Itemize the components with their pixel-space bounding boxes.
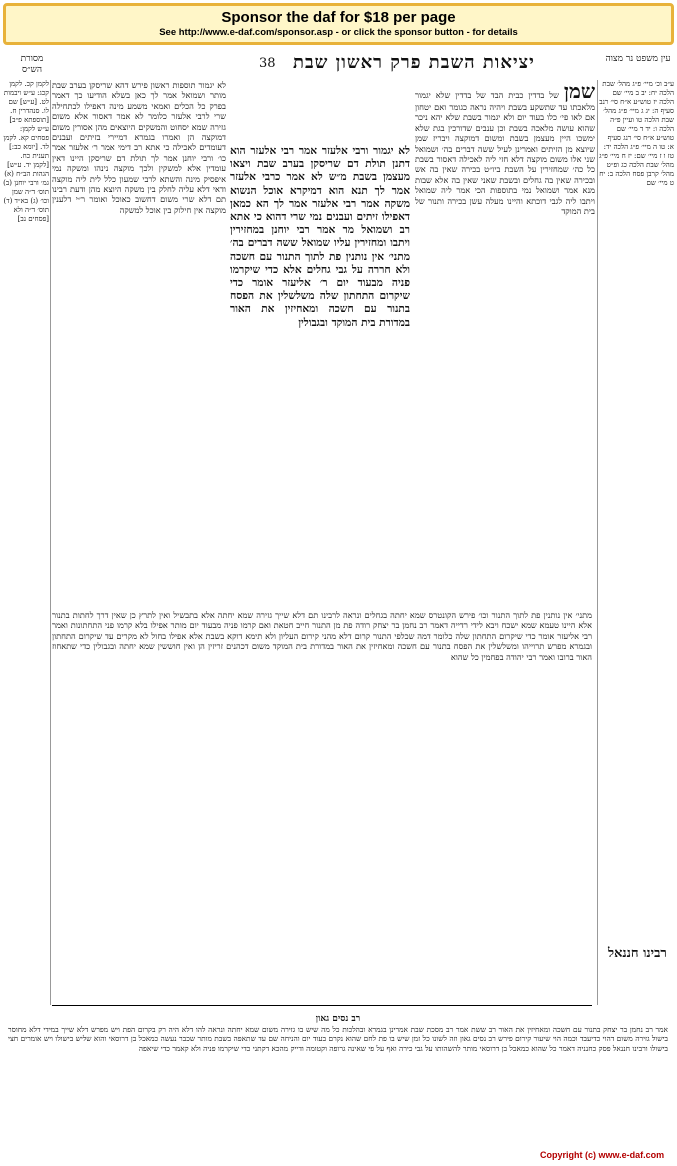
gemara-text: לא יגמור ורבי אלעזר אמר רבי אלעזר הוא דתנן תולת דם שריסקן בערב שבת ויצאו מעצמן בשבת מ״ש לא אמר כרבי אלעזר אמר לך תנא הוא דמיקרא אוכל הנשוא משקה אמר רבי אלעזר אמר לך הא כמאן דאפילו זיתים ועבנים נמי שרי דהוא כי אתא רב ושמואל מר אמר רבי יוחנן במחזירין ויתבו ומחזירין עליו שמואל ששה דברים בה׳ מתני׳ אין נותנין פת לתוך התנור עם חשכה ולא חררה על גבי גחלים אלא כדי שיקרמו פניה מבעוד יום ר׳ אליעזר אומר כדי שיקרום התחתון שלה משלשלין את הפסח בתנור עם חשכה ומאחיזין את האור במדורת בית המוקד ובגבולין	[230, 145, 410, 329]
sponsor-banner[interactable]	[3, 3, 674, 45]
column-divider	[50, 80, 51, 1005]
commentary-bottom-block	[52, 610, 592, 955]
bottom-commentary-text: אמר רב נחמן בר יצחק בתנור עם חשכה ומאחיזין את האור רב ששת אמר רב מסכת שבת אמרינן בגמרא ובהלכות כל מה שיש בו גזירה משום שמא יחתה ונראה להו דלא היה רק בקרום הפת ויש מפרש דלא שייך במידי דלא מחוסר בישול גזירה משום דהוי כדיעבד וכמה הוי שיעור קירום פירש רב נסים גאון וזה לשונו כל זמן שיש בו פת לחם שהוא נקרם בעוד יום והניחה שם עד שתאפה בשבת מותר שכבר נעשה כמאכל בן דרוסאי והוא שליש בישולו ויש אומרים חצי בישולו ורבינו חננאל פסק כחנניה דאמר כל שהוא כמאכל בן דרוסאי מותר להשהותו על גבי כירה ואף על פי שאינה גרופה וקטומה ודייק מהכא דקתני כדי שיקרמו פניה ולא קאמר כדי שיאפה	[8, 1024, 668, 1053]
ein-mishpat-text: ע״ב וכ׳ מיי׳ פ״ג מהל׳ שבת הלכה יח: יב ב מיי׳ שם הלכה יז טוש״ע א״ח סי׳ רנב סעיף ה: יג ג מיי׳ פ״ג מהל׳ שבת הלכה טו ועיין פ״ה הלכה ו: יד ד מיי׳ שם טוש״ע א״ח סי׳ רנג סעיף א: טו ה מיי׳ פ״ג הלכה יד: טז ו ז מיי׳ שם: יז ח מיי׳ פ״ג מהל׳ שבת הלכה כג ופ״ט מהל׳ קרבן פסח הלכה ב: יח ט מיי׳ שם	[599, 80, 674, 187]
masoret-hashas-text: לקמן קכ. לקמן קכג: ע״ש ויבמות לט. [ע״ש] שם לו. סנהדרין ח. [תוספתא פ״ב] ע״ש לקמן: פסחים קא. לקמן לד. [יומא כב:] תענית כח. [לקמן יד. ע״ש] הגהות הב״ח (א) גמ׳ ורבי יוחנן (ב) תוס׳ ד״ה שמן וכו׳ (ג) בא״ד (ד) תוס׳ ד״ה ולא [פסחים נב]	[3, 80, 49, 223]
rashi-opening-word: שמן	[563, 80, 595, 103]
page-header	[3, 50, 674, 78]
sponsor-banner-subtitle[interactable]: See http://www.e-daf.com/sponsor.asp - or click the sponsor button - for details	[159, 27, 518, 38]
page-number: 38	[259, 56, 276, 71]
page-title: יציאות השבת פרק ראשון שבת	[293, 52, 535, 73]
rabbeinu-chananel-title: רבינו חננאל	[608, 946, 667, 961]
section-divider	[52, 1005, 592, 1006]
column-divider	[597, 80, 598, 1005]
rav-nissim-label: רב נסים גאון	[315, 1015, 361, 1024]
ein-mishpat-column	[599, 80, 674, 960]
copyright-notice: Copyright (c) www.e-daf.com	[540, 1150, 665, 1160]
talmud-page	[3, 50, 674, 1152]
gemara-main-text	[230, 145, 410, 600]
masoret-hashas-column	[3, 80, 49, 1080]
masoret-hashas-label: מסורת הש״ס	[20, 54, 44, 75]
ein-mishpat-label: עין משפט נר מצוה	[605, 54, 671, 64]
sponsor-banner-title[interactable]: Sponsor the daf for $18 per page	[221, 9, 456, 26]
commentary-bottom-text: מתני׳ אין נותנין פת לתוך התנור וכו׳ פירש הקונטרס שמא יחתה בגחלים ונראה לרבינו תם דלא שייך גזירה שמא יחתה אלא בתבשיל ואין לתרץ כן שאין דרך לחתות בתנור אלא היינו טעמא שמא ישכח ויבא לידי רדייה דאמר רב נחמן בר יצחק רודה פת מן התנור חייב חטאת ואם קרמו פניה מבעוד יום מותר אפילו בלא קרמו פני התחתונות ואמר רבי אליעזר אומר כדי שיקרום התחתון שלה כלומר דמה שכלפי התנור קרום דלא מהני קירום העליון ולא תימא דוקא בשבת אלא אפילו בחול לא מקרים עד שיקרום התחתון ובגמרא מפרש תרוייהו ומשלשלין את הפסח בתנור עם חשכה ומאחיזין את האור במדורת בית המוקד משום דכהנים זריזין הן ואין חוששין שמא יחתה ובגבולין כדי שתאחוז האור ברובו ואמר רבי יהודה בפחמין כל שהוא	[52, 610, 592, 662]
bottom-commentary-block	[8, 1015, 668, 1125]
rashi-text: של בדדין כבית הבד של בדדין שלא יגמור מלאכתו עד שתשקע בשבת ויהיה נראה כגומר ואם יטחון אם לאו פי׳ כלו בעוד יום ולא יגמור בשבת שלא יהא ניכר שהוא עושה מלאכה בשבת וכן ענבים שדורכין בגת שלא ימשכו היין מעצמן בשבת ומשום דמוקצה ויבריז שמן שיוצא מן הזיתים ואמרינן לעיל ששה דברים בה׳ ושמואל שני אלו משום מוקצה דלא חזי ליה לאכילה דאסור בשבת כל כה׳ שמחזירין על השבת ביו״ט בכירה שאין בה אש ובכירה שאין בה גחלים ובשבת שאני שאין בה אלא שבות מנא אמר ושמואל נמי בתוספות הכי אמר ליה שמואל ויתבו ליה לגבי דוכתא והיינו מעלה עשן בכירה ותנור של בית המוקד	[415, 90, 595, 217]
tosafot-text: לא יגמור תוספות ראשון פירש דהא שריסקן בערב שבת מותר ושמואל אמר לך כאן בשלא הודיעו כך דאמר בפרק כל הכלים ואמאי משמע מינה דאפילו לכתחילה שרי לרבי אלעזר כלומר לא אמר דאסור אלא משום גזירה שמא יסחוט והמשקים היוצאים מהן אסורין משום דמוקצה הן ואמרו בגמרא דמיירי בזיתים ועבנים דעומדים לאכילה כי אתא רב דימי אמר ר׳ אלעזר אמר כו׳ ורבי יוחנן אמר לך תולת דם שריסקן היינו דאין עומדין אלא למשקין ולכך מוקצה נינהו ומשקה נמי איפסיק מינה והשתא לרבי שמעון כלל לית ליה מוקצה ודאי דלא עליה לחלק בין משקה היוצא מהן ודעת רבינו תם דלא שרי משום דחשוב כאוכל ואומר ר״י דלענין מוקצה אין חילוק בין אוכל למשקה	[52, 80, 226, 215]
